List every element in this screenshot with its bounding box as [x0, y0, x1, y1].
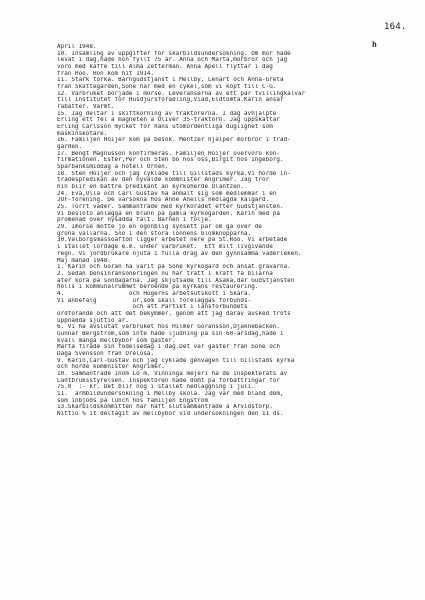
text-line: 1. Karin och Göran ha varit på Söne kyrkogård och ansat gravarna.: [57, 264, 291, 271]
text-line: 13.Skärbildskommittén har haft slutsammanträde å Arvidstorp.: [57, 404, 273, 411]
text-line: Vi anbefalg ur,som skall föreläggas förbunds-: [57, 297, 252, 304]
text-line: gröna vallarna. Snö i den stora lönnens blomknopparna.: [57, 230, 252, 237]
text-line: 17. Bengt Magnusson konfirmeras. Familjen Höijer övervoro kon-: [57, 150, 280, 157]
text-line: 75.0 :- kr. Det blir nog i stället nedläggning i juli.: [57, 384, 255, 391]
text-line: hölls i kommunalrummet beroende på kyrkans restaurering.: [57, 284, 259, 291]
text-line: 10. Insamling av uppgifter för skärbildsundersökning. Om mor hade: [57, 50, 291, 57]
text-line: 18. Sten Höijer och jag cyklade till Gillstads kyrka.Vi hörde in-: [57, 170, 291, 177]
text-line: trädespredikan av den nyvalde kommnister Angrimer. Jag tror: [57, 177, 270, 184]
text-line: åter köra på söndagarna. Jag skjutsade till Asaka,där Gudstjänsten: [57, 277, 295, 284]
text-line: hin blir en bättre predikant än kyrkoherde Olantzén.: [57, 184, 245, 191]
text-line: 25. Torrt väder. Sammanträde med kyrkorådet efter Gudstjänsten.: [57, 204, 284, 211]
text-line: 16. Familjen Höijer kom på besök. Mentzer hjälper morbror i träd-: [57, 137, 291, 144]
text-line: maskinskötare.: [57, 130, 108, 137]
text-line: 6. Vi ha avslutat vårbruket hos Hilmer Göransson,Djäknebacken.: [57, 324, 280, 331]
text-line: och att Partiet i länsförbundets: [57, 304, 248, 311]
text-line: 4. och Högerns arbetsutskott i Skara.: [57, 290, 252, 297]
text-line: Vi beslöto anlägga en brunn på gamla kyrkogården. Karin med på: [57, 210, 280, 217]
text-line: från Roo. Hon kom hit 1914.: [57, 70, 155, 77]
text-line: JUF-förening. De vårsökna hos Anne Anells nedlagda kalgård.: [57, 197, 270, 204]
page-number: 164.: [384, 22, 407, 32]
text-line: från Skattegården,Söne här med en cykel,som vi köpt till C-G.: [57, 84, 277, 91]
text-line: till Institutet för Husdjursförädling,Viad,Eldtomta.Karin ansar: [57, 97, 284, 104]
text-line: 30.Valborgsmässoafton ligger arbetet nere på St.Roo. Vi arbetade: [57, 237, 288, 244]
text-line: Nittio % it deltagit av mellbybor vid undersökningen den 11 ds.: [57, 410, 284, 417]
text-line: April 1948.: [57, 44, 97, 50]
text-line: 24. Eva,Ulla och Carl Gustav ha anmält sig som medlemmar i en: [57, 190, 277, 197]
text-line: rabatter. Varmt.: [57, 104, 115, 111]
text-line: Sparbanksmiddag å hotell Örnen.: [57, 164, 169, 171]
text-line: och hörde kommnister Angrimer.: [57, 364, 165, 371]
text-line: 12. Vårbruket började i morse. Leveranserna av ett par tvillingkalvar: [57, 90, 306, 97]
text-line: 2. Sedan bensinransoneringen nu har trätt i kraft få bilarna: [57, 270, 273, 277]
text-line: 11. ärmbildundersökning i Mellby skola. Jag var med bland dem,: [57, 390, 284, 397]
typed-diary-text: [57, 44, 402, 418]
text-line: Märta firade sin födelsedag i dag.Det var gäster från Söne och: [57, 344, 280, 351]
text-line: 11. Stark torka. Barngudstjänst i Mellby. Lenart och Anna-Greta: [57, 77, 284, 84]
text-line: levat i dag,hade hon fyllt 75 år. Anna och Märta,morbror och jag: [57, 57, 288, 64]
text-line: kväll många mellbybor som gäster.: [57, 337, 176, 344]
text-line: uppnådda sjuttio år.: [57, 317, 129, 324]
text-line: ordförande och att det bekymmer. genom att jag därav avsked trots: [57, 310, 291, 317]
text-line: Gunnar Bergström,som inte hade ljudning på sin 60-årsdag,hade i: [57, 330, 284, 337]
text-line: 29. Imorse mötte jo en ögonblig synsett par om gå över de: [57, 224, 262, 231]
text-line: Erling Carlsson mycket för hans utomordentliga duglighet som: [57, 124, 273, 131]
text-line: 10. Sammanträde inom Lo m. Vinninga mejeri ha de inspekterats av: [57, 370, 288, 377]
text-line: promenad över nysådda fält. Barnen i följe.: [57, 217, 212, 224]
text-line: 9. Karin,Carl-Gustav och jag cyklade genvägen till Gillstads kyrka: [57, 357, 295, 364]
text-line: gården.: [57, 144, 83, 151]
text-line: som inbjöds på lunch hos familjen Engström: [57, 397, 209, 404]
text-line: i stället lördage e.m. under vårbruket. Ett milt livgivande: [57, 244, 273, 251]
text-line: regn. Vi jordbrukare njuta i fulla drag av den gynnsamma väderleken.: [57, 250, 302, 257]
corner-mark: h: [372, 40, 377, 49]
text-line: firmationen. Ester,Per och Sten bo hos oss,Birgit hos Ingeborg.: [57, 157, 284, 164]
text-line: vorö med kaffe till Alma Zetterman. Anna Apell flyttar i dag: [57, 64, 273, 71]
text-line: Daga Svensson från Örelösa.: [57, 350, 155, 357]
text-line: 15. Jag deltar i skiftkörning av traktorerna. I dag avhjälpte: [57, 110, 277, 117]
text-line: Erling ett fel å magneten å Oliver 35-traktorn. Jag uppskattar: [57, 117, 280, 124]
text-line: Maj månad 1948.: [57, 257, 111, 264]
text-line: Lantbruksstyrelsen. Inspektören hade dömt på förbättringar för: [57, 377, 280, 384]
